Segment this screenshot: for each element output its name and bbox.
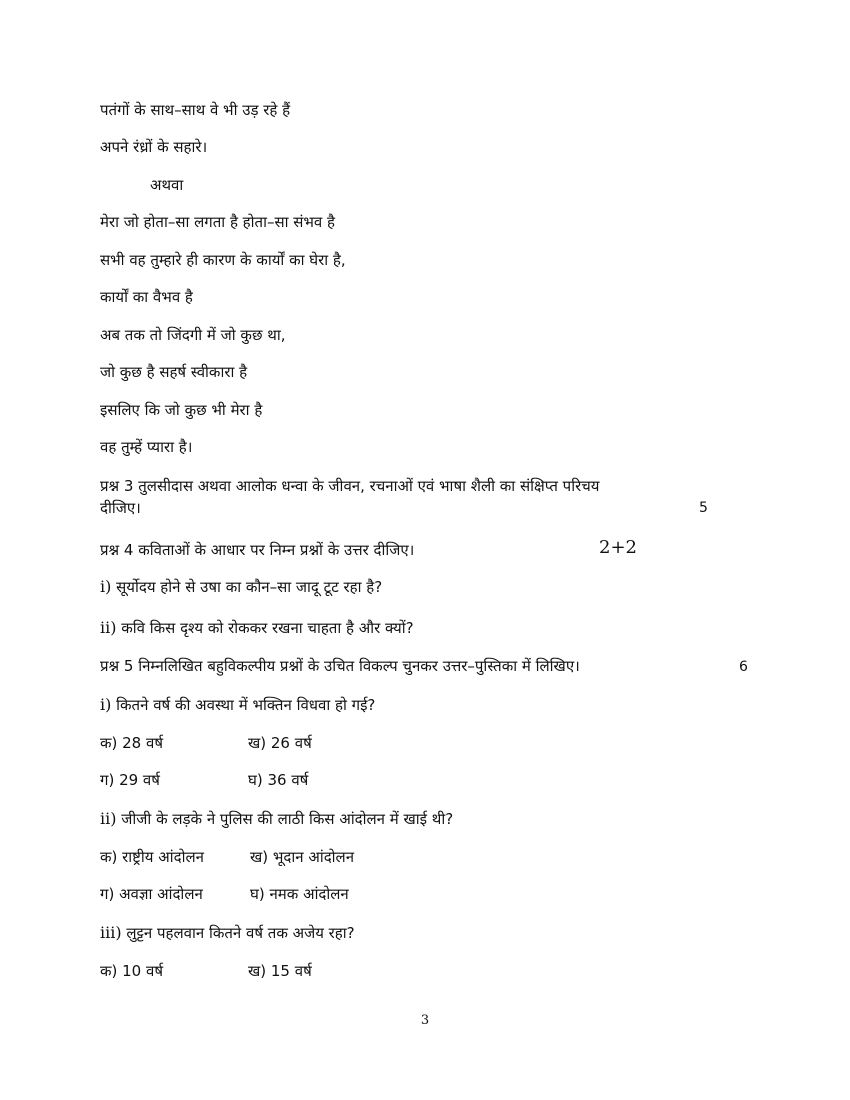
question-4-text: प्रश्न 4 कविताओं के आधार पर निम्न प्रश्नों के उत्तर दीजिए। — [100, 541, 415, 559]
question-4-sub-1 — [100, 577, 382, 597]
poem2-line-7: वह तुम्हें प्यारा है। — [100, 438, 193, 456]
mcq-3-option-b: ख) 15 वर्ष — [248, 962, 312, 980]
or-label: अथवा — [150, 176, 184, 194]
poem2-line-3: कार्यों का वैभव है — [100, 288, 193, 306]
mcq-1-option-d: घ) 36 वर्ष — [248, 771, 309, 789]
poem2-line-4: अब तक तो जिंदगी में जो कुछ था, — [100, 326, 286, 344]
mcq-1-question — [100, 695, 375, 715]
mcq-1-option-c: ग) 29 वर्ष — [100, 771, 160, 789]
poem2-line-1: मेरा जो होता–सा लगता है होता–सा संभव है — [100, 213, 336, 231]
poem2-line-6: इसलिए कि जो कुछ भी मेरा है — [100, 401, 263, 419]
poem1-line-1: पतंगों के साथ–साथ वे भी उड़ रहे हैं — [100, 101, 291, 119]
question-4-sub-1-text: सूर्योदय होने से उषा का कौन–सा जादू टूट रहा है? — [116, 578, 383, 596]
question-3-line-2: दीजिए। — [100, 499, 141, 517]
poem1-line-2: अपने रंध्रों के सहारे। — [100, 138, 208, 156]
question-4-sub-2-number: ii) — [100, 618, 117, 637]
mcq-1-option-b: ख) 26 वर्ष — [248, 734, 312, 752]
poem2-line-2: सभी वह तुम्हारे ही कारण के कार्यों का घेरा है, — [100, 251, 346, 269]
mcq-3-question — [100, 923, 355, 943]
poem2-line-5: जो कुछ है सहर्ष स्वीकारा है — [100, 363, 248, 381]
mcq-2-option-b: ख) भूदान आंदोलन — [250, 848, 355, 866]
question-5-text: प्रश्न 5 निम्नलिखित बहुविकल्पीय प्रश्नों के उचित विकल्प चुनकर उत्तर–पुस्तिका में लिखिए। — [100, 657, 580, 675]
mcq-3-option-a: क) 10 वर्ष — [100, 962, 164, 980]
question-4-sub-2 — [100, 618, 414, 638]
mcq-2-option-c: ग) अवज्ञा आंदोलन — [100, 885, 203, 903]
question-4-marks: 2+2 — [599, 537, 637, 558]
mcq-1-number: i) — [100, 695, 112, 714]
page-number: 3 — [420, 1013, 430, 1028]
question-3-marks: 5 — [699, 500, 708, 516]
mcq-2-number: ii) — [100, 809, 117, 828]
mcq-2-question — [100, 809, 453, 829]
question-5-marks: 6 — [739, 659, 748, 675]
mcq-1-question-text: कितने वर्ष की अवस्था में भक्तिन विधवा हो गई? — [116, 696, 376, 714]
mcq-3-number: iii) — [100, 923, 122, 942]
mcq-2-option-a: क) राष्ट्रीय आंदोलन — [100, 848, 204, 866]
question-4-sub-2-text: कवि किस दृश्य को रोककर रखना चाहता है और क्यों? — [121, 619, 414, 637]
mcq-3-question-text: लुट्टन पहलवान कितने वर्ष तक अजेय रहा? — [126, 924, 355, 942]
question-4-sub-1-number: i) — [100, 577, 112, 596]
mcq-1-option-a: क) 28 वर्ष — [100, 734, 164, 752]
mcq-2-option-d: घ) नमक आंदोलन — [250, 885, 349, 903]
question-3-line-1: प्रश्न 3 तुलसीदास अथवा आलोक धन्वा के जीवन, रचनाओं एवं भाषा शैली का संक्षिप्त परिचय — [100, 477, 600, 495]
mcq-2-question-text: जीजी के लड़के ने पुलिस की लाठी किस आंदोलन में खाई थी? — [121, 810, 454, 828]
